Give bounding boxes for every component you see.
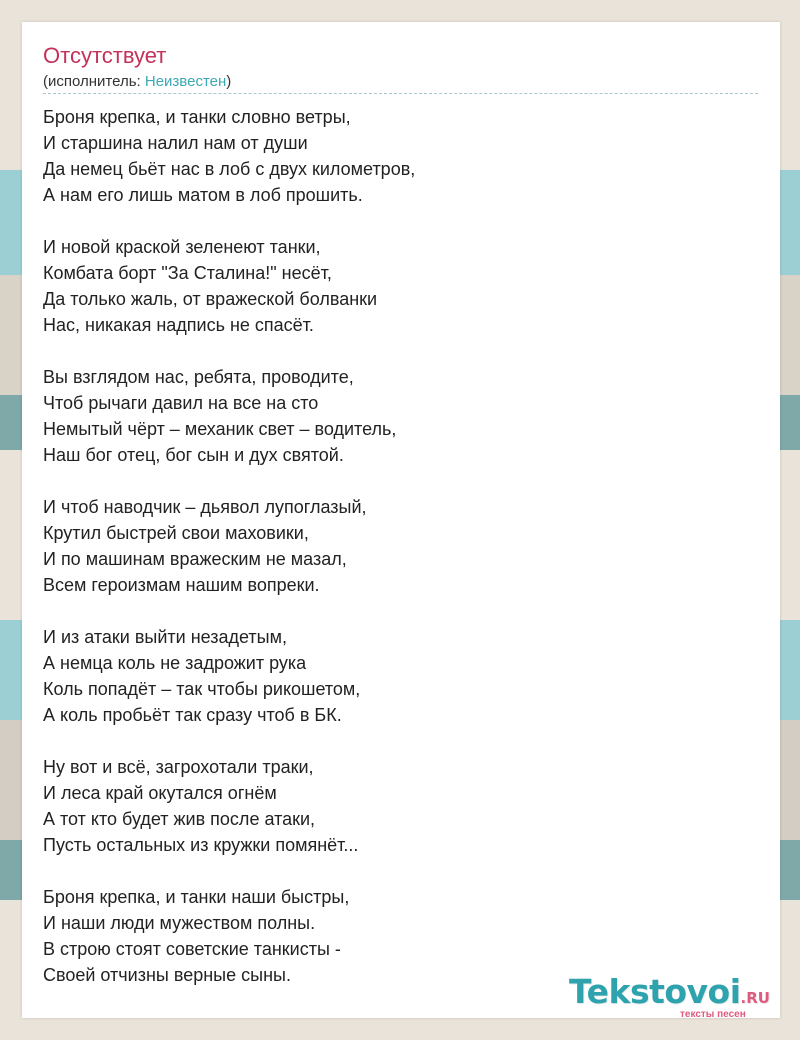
stanza-gap bbox=[43, 208, 415, 234]
lyric-line: Пусть остальных из кружки помянёт... bbox=[43, 835, 359, 855]
lyrics-card bbox=[22, 22, 780, 1018]
stanza bbox=[43, 234, 415, 338]
title-divider bbox=[43, 93, 758, 94]
lyric-line: И леса край окутался огнём bbox=[43, 783, 277, 803]
lyric-line: Нас, никакая надпись не спасёт. bbox=[43, 315, 314, 335]
stanza-gap bbox=[43, 598, 415, 624]
stanza bbox=[43, 364, 415, 468]
song-title: Отсутствует bbox=[43, 43, 167, 68]
lyric-line: Броня крепка, и танки словно ветры, bbox=[43, 107, 351, 127]
lyric-line: А немца коль не задрожит рука bbox=[43, 653, 307, 673]
lyric-line: И по машинам вражеским не мазал, bbox=[43, 549, 347, 569]
lyric-line: Немытый чёрт – механик свет – водитель, bbox=[43, 419, 397, 439]
lyric-line: И новой краской зеленеют танки, bbox=[43, 237, 321, 257]
stanza bbox=[43, 754, 415, 858]
lyric-line: Чтоб рычаги давил на все на сто bbox=[43, 393, 319, 413]
performer-link[interactable]: Неизвестен bbox=[144, 73, 227, 90]
lyric-line: Да только жаль, от вражеской болванки bbox=[43, 289, 378, 309]
lyric-line: Наш бог отец, бог сын и дух святой. bbox=[43, 445, 344, 465]
lyric-line: Броня крепка, и танки наши быстры, bbox=[43, 887, 350, 907]
lyric-line: Своей отчизны верные сыны. bbox=[43, 965, 291, 985]
lyric-line: В строю стоят советские танкисты - bbox=[43, 939, 341, 959]
logo-tagline: тексты песен bbox=[680, 1009, 746, 1020]
logo-domain-suffix: .RU bbox=[740, 989, 770, 1007]
logo-main-text: Tekstovoi bbox=[569, 972, 741, 1011]
lyric-line: Да немец бьёт нас в лоб с двух километров, bbox=[43, 159, 416, 179]
stanza bbox=[43, 884, 415, 988]
stanza-gap bbox=[43, 338, 415, 364]
stanza bbox=[43, 104, 415, 208]
lyric-line: И старшина налил нам от души bbox=[43, 133, 308, 153]
lyric-line: А коль пробьёт так сразу чтоб в БК. bbox=[43, 705, 342, 725]
lyric-line: Крутил быстрей свои маховики, bbox=[43, 523, 309, 543]
lyric-line: И наши люди мужеством полны. bbox=[43, 913, 316, 933]
lyric-line: Всем героизмам нашим вопреки. bbox=[43, 575, 320, 595]
lyrics-body bbox=[43, 104, 415, 988]
lyric-line: Ну вот и всё, загрохотали траки, bbox=[43, 757, 314, 777]
site-logo[interactable] bbox=[569, 972, 779, 1022]
stanza-gap bbox=[43, 858, 415, 884]
stanza bbox=[43, 494, 415, 598]
lyric-line: Коль попадёт – так чтобы рикошетом, bbox=[43, 679, 361, 699]
lyric-line: И чтоб наводчик – дьявол лупоглазый, bbox=[43, 497, 367, 517]
performer-prefix: (исполнитель: bbox=[43, 73, 145, 90]
lyric-line: Вы взглядом нас, ребята, проводите, bbox=[43, 367, 354, 387]
stanza bbox=[43, 624, 415, 728]
lyric-line: И из атаки выйти незадетым, bbox=[43, 627, 287, 647]
stanza-gap bbox=[43, 468, 415, 494]
stanza-gap bbox=[43, 728, 415, 754]
performer-line bbox=[43, 73, 231, 91]
performer-suffix: ) bbox=[226, 73, 232, 90]
lyric-line: Комбата борт "За Сталина!" несёт, bbox=[43, 263, 332, 283]
lyric-line: А нам его лишь матом в лоб прошить. bbox=[43, 185, 363, 205]
lyric-line: А тот кто будет жив после атаки, bbox=[43, 809, 316, 829]
